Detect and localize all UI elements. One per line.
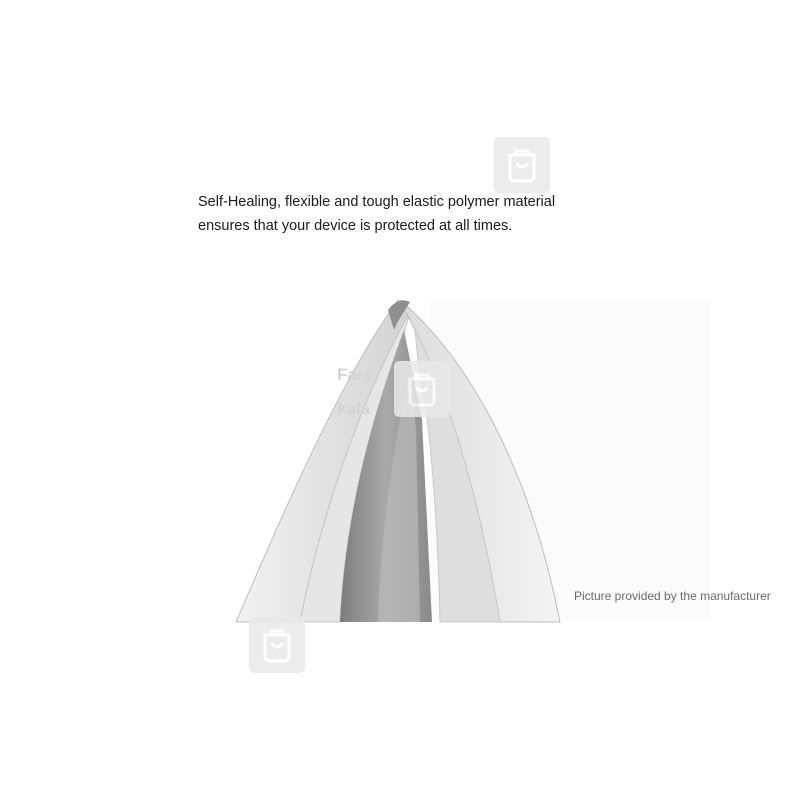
shopping-bag-logo-icon: [249, 617, 305, 673]
watermark-text: [337, 358, 373, 426]
watermark-text-line-2: kala: [337, 399, 371, 418]
watermark-logo-bottom: [249, 617, 305, 673]
watermark-logo-top: [494, 137, 550, 193]
headline-line-2: ensures that your device is protected at all times.: [198, 218, 513, 234]
manufacturer-caption: Picture provided by the manufacturer: [574, 589, 771, 603]
headline-line-1: Self-Healing, flexible and tough elastic polymer material: [198, 194, 556, 210]
headline-text: [198, 190, 638, 238]
shopping-bag-logo-icon: [394, 361, 450, 417]
watermark-text-line-1: Fars: [337, 365, 373, 384]
shopping-bag-logo-icon: [494, 137, 550, 193]
watermark-logo-center: [394, 361, 450, 417]
